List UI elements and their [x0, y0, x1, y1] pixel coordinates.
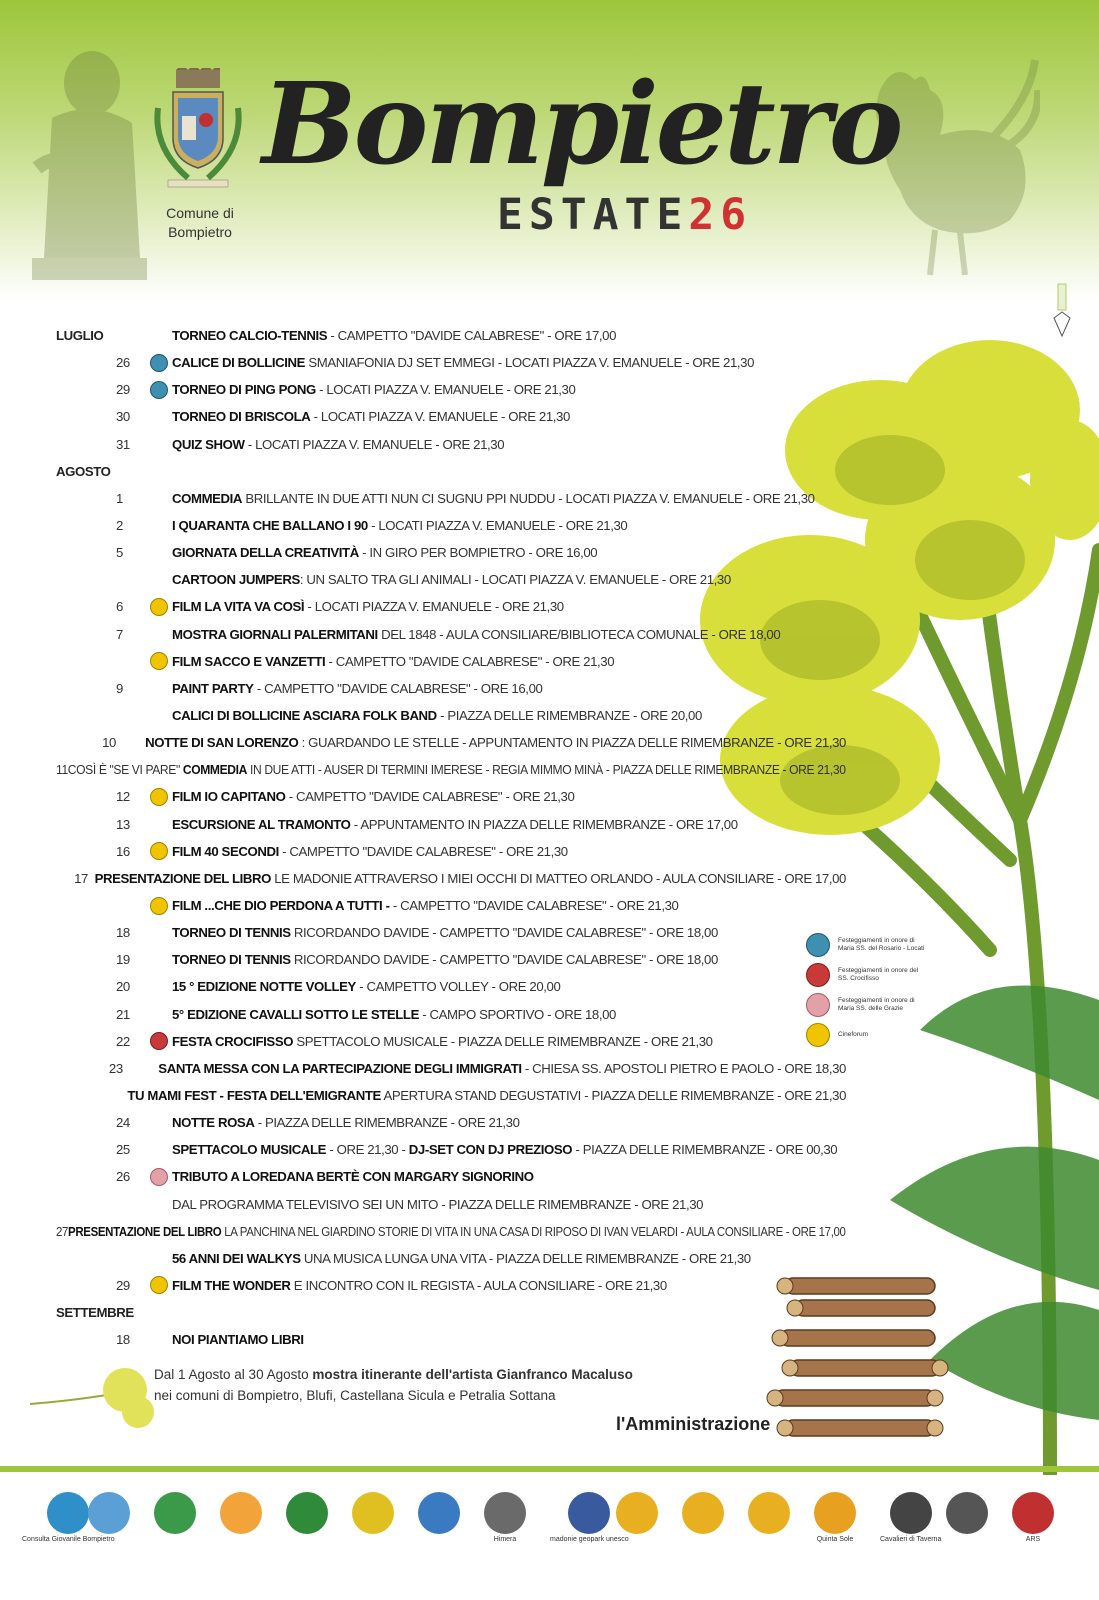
sponsor-logo	[682, 1492, 724, 1552]
sponsor-logo-icon	[890, 1492, 932, 1534]
event-name: FILM 40 SECONDI	[172, 843, 279, 859]
yellow-category-icon	[150, 788, 168, 806]
sponsor-logo-icon	[946, 1492, 988, 1534]
program-row	[56, 593, 846, 620]
event-name: CARTOON JUMPERS	[172, 572, 300, 588]
event-name: PRESENTAZIONE DEL LIBRO	[68, 1223, 222, 1239]
event-details: RICORDANDO DAVIDE - CAMPETTO "DAVIDE CALABRESE" - ORE 18,00	[290, 952, 718, 968]
mostra-line2: nei comuni di Bompietro, Blufi, Castellana Sicula e Petralia Sottana	[154, 1388, 556, 1403]
day-label: 24	[116, 1115, 130, 1131]
event-category-slot	[150, 1276, 172, 1294]
event-name: FILM THE WONDER	[172, 1277, 291, 1293]
legend-label: Cineforum	[838, 1031, 868, 1038]
yellow-category-icon	[150, 897, 168, 915]
day-label: 13	[116, 816, 130, 832]
event-name: TORNEO CALCIO-TENNIS	[172, 328, 328, 344]
event-details: UNA MUSICA LUNGA UNA VITA - PIAZZA DELLE RIMEMBRANZE - ORE 21,30	[300, 1250, 751, 1266]
program-row	[56, 973, 846, 1000]
event-text	[172, 817, 738, 832]
event-category-slot	[150, 354, 172, 372]
day-label: 26	[116, 355, 130, 371]
sponsor-caption: madonie geopark unesco	[550, 1536, 629, 1543]
event-text	[172, 1034, 713, 1049]
event-details: - CAMPETTO "DAVIDE CALABRESE" - ORE 16,00	[253, 680, 543, 696]
sponsor-caption: Cavalieri di Taverna	[880, 1536, 942, 1543]
day-label: 7	[116, 626, 123, 642]
sponsor-logo	[616, 1492, 658, 1552]
day-label: 21	[116, 1006, 130, 1022]
event-name: COMMEDIA	[182, 762, 248, 778]
event-details: - CAMPETTO "DAVIDE CALABRESE" - ORE 21,30	[278, 843, 568, 859]
sponsor-logo-icon	[88, 1492, 130, 1534]
event-details: - LOCATI PIAZZA V. EMANUELE - ORE 21,30	[304, 599, 564, 615]
event-name: TRIBUTO A LOREDANA BERTÈ CON MARGARY SIGNORINO	[172, 1169, 534, 1185]
event-text	[172, 599, 564, 614]
event-details: - LOCATI PIAZZA V. EMANUELE - ORE 21,30	[315, 382, 576, 398]
program-row	[56, 1082, 846, 1109]
program-row	[56, 1055, 846, 1082]
wooden-log-stack-icon	[765, 1270, 950, 1460]
day-label: 1	[116, 490, 123, 506]
sponsor-logo-icon	[220, 1492, 262, 1534]
event-text	[172, 898, 678, 913]
event-details: IN DUE ATTI - AUSER DI TERMINI IMERESE - REGIA MIMMO MINÀ - PIAZZA DELLE RIMEMBRANZE - ORE 21,30	[247, 762, 846, 778]
event-subtitle	[497, 190, 752, 240]
event-text	[172, 1169, 534, 1184]
day-label: 22	[116, 1033, 130, 1049]
event-text	[172, 1332, 304, 1347]
subtitle-year: 26	[688, 190, 753, 240]
sponsor-logo-icon	[616, 1492, 658, 1534]
event-text	[172, 328, 616, 343]
event-details: - PIAZZA DELLE RIMEMBRANZE - ORE 21,30	[254, 1115, 520, 1131]
event-text	[172, 654, 614, 669]
legend-label: Festeggiamenti in onore di Maria SS. del Rosario - Locati	[838, 937, 925, 952]
event-text	[172, 844, 568, 859]
event-details: - LOCATI PIAZZA V. EMANUELE - ORE 21,30	[244, 436, 505, 452]
event-name: TORNEO DI PING PONG	[172, 382, 316, 398]
program-row	[56, 919, 846, 946]
event-name: 56 ANNI DEI WALKYS	[172, 1250, 301, 1266]
event-text	[172, 708, 702, 723]
event-name: COMMEDIA	[172, 490, 243, 506]
comune-label	[140, 204, 260, 242]
sponsor-logo-icon	[568, 1492, 610, 1534]
month-label: LUGLIO	[56, 328, 104, 344]
day-label: 19	[116, 952, 130, 968]
event-details: - IN GIRO PER BOMPIETRO - ORE 16,00	[358, 545, 598, 561]
program-row	[56, 729, 846, 756]
day-label: 6	[116, 599, 123, 615]
day-label: 26	[116, 1169, 130, 1185]
blue-category-icon	[150, 354, 168, 372]
event-details: BRILLANTE IN DUE ATTI NUN CI SUGNU PPI NUDDU - LOCATI PIAZZA V. EMANUELE - ORE 21,30	[242, 490, 815, 506]
event-text	[172, 1197, 703, 1212]
blue-category-icon	[806, 933, 830, 957]
sponsor-logo	[418, 1492, 460, 1552]
event-text	[172, 572, 731, 587]
event-details: DAL PROGRAMMA TELEVISIVO SEI UN MITO - PIAZZA DELLE RIMEMBRANZE - ORE 21,30	[172, 1196, 704, 1212]
sponsor-logo-icon	[748, 1492, 790, 1534]
sponsor-logo	[1012, 1492, 1054, 1552]
event-details: - CAMPETTO VOLLEY - ORE 20,00	[355, 979, 561, 995]
event-name: 5° EDIZIONE CAVALLI SOTTO LE STELLE	[172, 1006, 419, 1022]
event-details: SPETTACOLO MUSICALE - PIAZZA DELLE RIMEMBRANZE - ORE 21,30	[293, 1033, 713, 1049]
header-banner	[0, 0, 1099, 300]
mostra-line1-bold: mostra itinerante dell'artista Gianfranco Macaluso	[312, 1367, 633, 1382]
event-category-slot	[150, 1032, 172, 1050]
event-category-slot	[150, 842, 172, 860]
sponsor-logo	[484, 1492, 526, 1552]
program-row	[56, 485, 846, 512]
event-name: PAINT PARTY	[172, 680, 254, 696]
event-category-slot	[150, 598, 172, 616]
event-category-slot	[150, 1168, 172, 1186]
program-row	[56, 702, 846, 729]
event-details: - CAMPETTO "DAVIDE CALABRESE" - ORE 21,30	[325, 653, 615, 669]
program-row	[56, 1272, 846, 1299]
red-category-icon	[806, 963, 830, 987]
sponsor-logo	[880, 1492, 941, 1552]
legend-item	[806, 960, 926, 990]
sponsor-logo	[154, 1492, 196, 1552]
sponsor-logo-icon	[484, 1492, 526, 1534]
event-text	[127, 1088, 846, 1103]
sponsor-logo	[286, 1492, 328, 1552]
program-row	[56, 756, 846, 783]
event-name-2: DJ-SET CON DJ PREZIOSO	[408, 1142, 573, 1158]
event-text	[172, 382, 575, 397]
event-name: ESCURSIONE AL TRAMONTO	[172, 816, 351, 832]
day-label: 10	[102, 735, 116, 751]
program-row	[56, 1191, 846, 1218]
day-label: 9	[116, 680, 123, 696]
yellow-category-icon	[150, 598, 168, 616]
blue-category-icon	[150, 381, 168, 399]
fennel-sprig-icon	[30, 1362, 160, 1440]
day-label: 30	[116, 409, 130, 425]
event-text	[172, 409, 570, 424]
event-details: - CAMPO SPORTIVO - ORE 18,00	[418, 1006, 616, 1022]
event-name: GIORNATA DELLA CREATIVITÀ	[172, 545, 359, 561]
comune-line-2: Bompietro	[168, 224, 232, 240]
icon-legend	[806, 930, 926, 1050]
event-name: FESTA CROCIFISSO	[172, 1033, 294, 1049]
event-name: I QUARANTA CHE BALLANO I 90	[172, 518, 368, 534]
event-name: NOI PIANTIAMO LIBRI	[172, 1332, 304, 1348]
event-title: Bompietro	[262, 59, 901, 190]
event-text	[172, 545, 597, 560]
yellow-category-icon	[150, 842, 168, 860]
program-row	[56, 675, 846, 702]
event-name: FILM SACCO E VANZETTI	[172, 653, 326, 669]
program-row	[56, 811, 846, 838]
sponsor-logo	[748, 1492, 790, 1552]
program-row	[56, 1001, 846, 1028]
event-category-slot	[150, 652, 172, 670]
event-category-slot	[150, 788, 172, 806]
sponsor-caption: Quinta Sole	[816, 1536, 854, 1543]
event-name: SPETTACOLO MUSICALE	[172, 1142, 327, 1158]
day-label: 12	[116, 789, 130, 805]
pink-category-icon	[806, 993, 830, 1017]
program-row	[56, 403, 846, 430]
event-name: PRESENTAZIONE DEL LIBRO	[94, 870, 271, 886]
event-details: - CAMPETTO "DAVIDE CALABRESE" - ORE 21,30	[285, 789, 575, 805]
legend-item	[806, 1020, 926, 1050]
sponsor-logo-icon	[682, 1492, 724, 1534]
event-details: LA PANCHINA NEL GIARDINO STORIE DI VITA IN UNA CASA DI RIPOSO DI IVAN VELARDI - AULA CONSILIARE - ORE 17,00	[221, 1223, 846, 1239]
event-pretext: COSÌ È "SE VI PARE"	[67, 762, 183, 778]
sponsor-logo-icon	[1012, 1492, 1054, 1534]
event-text	[158, 1061, 846, 1076]
sponsor-caption: Consulta Giovanile Bompietro	[22, 1536, 115, 1543]
event-name: TORNEO DI BRISCOLA	[172, 409, 311, 425]
program-row	[56, 512, 846, 539]
event-text	[172, 1251, 751, 1266]
program-row	[56, 322, 846, 349]
program-row	[56, 1109, 846, 1136]
yellow-category-icon	[150, 1276, 168, 1294]
legend-label: Festeggiamenti in onore del SS. Crocifisso	[838, 967, 919, 982]
sponsor-logo-icon	[814, 1492, 856, 1534]
event-text	[172, 979, 560, 994]
event-name: NOTTE ROSA	[172, 1115, 255, 1131]
program-row	[56, 539, 846, 566]
event-name: CALICI DI BOLLICINE ASCIARA FOLK BAND	[172, 708, 437, 724]
signature: l'Amministrazione	[616, 1414, 771, 1434]
day-label: 17	[74, 870, 88, 886]
event-details: LE MADONIE ATTRAVERSO I MIEI OCCHI DI MATTEO ORLANDO - AULA CONSILIARE - ORE 17,00	[270, 870, 846, 886]
event-text	[172, 1115, 520, 1130]
exhibition-notice	[154, 1364, 633, 1406]
day-label: 27	[56, 1223, 69, 1239]
day-label: 29	[116, 1277, 130, 1293]
event-text	[172, 437, 504, 452]
event-details: APERTURA STAND DEGUSTATIVI - PIAZZA DELLE RIMEMBRANZE - ORE 21,30	[380, 1088, 846, 1103]
day-label: 11	[56, 762, 68, 778]
event-category-slot	[150, 897, 172, 915]
event-details: E INCONTRO CON IL REGISTA - AULA CONSILIARE - ORE 21,30	[290, 1277, 667, 1293]
event-text	[145, 735, 846, 750]
legend-item	[806, 930, 926, 960]
month-label: AGOSTO	[56, 463, 111, 479]
sponsor-caption: Himera	[493, 1536, 517, 1543]
event-text	[68, 1224, 846, 1239]
event-details: - CHIESA SS. APOSTOLI PIETRO E PAOLO - ORE 18,30	[521, 1060, 846, 1076]
event-text	[172, 925, 718, 940]
event-name: SANTA MESSA CON LA PARTECIPAZIONE DEGLI IMMIGRATI	[158, 1060, 522, 1076]
program-row	[56, 946, 846, 973]
yellow-category-icon	[806, 1023, 830, 1047]
event-text	[68, 762, 846, 777]
event-details: SMANIAFONIA DJ SET EMMEGI - LOCATI PIAZZA V. EMANUELE - ORE 21,30	[305, 355, 755, 371]
event-details: : GUARDANDO LE STELLE - APPUNTAMENTO IN PIAZZA DELLE RIMEMBRANZE - ORE 21,30	[298, 735, 846, 751]
program-row	[56, 1299, 846, 1326]
event-name: CALICE DI BOLLICINE	[172, 355, 306, 371]
mostra-line1-pre: Dal 1 Agosto al 30 Agosto	[154, 1367, 313, 1382]
event-program	[56, 322, 846, 1353]
day-label: 18	[116, 1332, 130, 1348]
event-name: FILM ...CHE DIO PERDONA A TUTTI -	[172, 898, 390, 914]
event-text	[172, 1278, 667, 1293]
sponsor-logo-icon	[418, 1492, 460, 1534]
event-details: - CAMPETTO "DAVIDE CALABRESE" - ORE 17,00	[327, 328, 617, 344]
sponsor-logo	[946, 1492, 988, 1552]
event-text	[172, 355, 754, 370]
event-category-slot	[150, 381, 172, 399]
event-text	[172, 491, 815, 506]
program-row	[56, 648, 846, 675]
event-details: - CAMPETTO "DAVIDE CALABRESE" - ORE 21,30	[389, 898, 679, 914]
day-label: 5	[116, 545, 123, 561]
program-row	[56, 783, 846, 810]
legend-item	[806, 990, 926, 1020]
event-name: FILM LA VITA VA COSÌ	[172, 599, 305, 615]
program-row	[56, 865, 846, 892]
sponsor-logo	[220, 1492, 262, 1552]
program-row	[56, 838, 846, 865]
sponsor-logo-icon	[47, 1492, 89, 1534]
legend-label: Festeggiamenti in onore di Maria SS. delle Grazie	[838, 997, 915, 1012]
comune-line-1: Comune di	[166, 205, 234, 221]
day-label: 16	[116, 843, 130, 859]
day-label: 25	[116, 1142, 130, 1158]
program-row	[56, 621, 846, 648]
program-row	[56, 431, 846, 458]
event-text	[172, 1007, 616, 1022]
saint-statue-icon	[22, 28, 152, 283]
event-details: DEL 1848 - AULA CONSILIARE/BIBLIOTECA COMUNALE - ORE 18,00	[377, 626, 781, 642]
event-name: TORNEO DI TENNIS	[172, 925, 291, 941]
day-label: 20	[116, 979, 130, 995]
yellow-category-icon	[150, 652, 168, 670]
sponsor-logo	[88, 1492, 130, 1552]
event-name: TORNEO DI TENNIS	[172, 952, 291, 968]
event-name: QUIZ SHOW	[172, 436, 245, 452]
sponsor-logo-icon	[286, 1492, 328, 1534]
event-name: FILM IO CAPITANO	[172, 789, 286, 805]
event-text	[172, 789, 574, 804]
program-row	[56, 566, 846, 593]
event-details: - PIAZZA DELLE RIMEMBRANZE - ORE 20,00	[436, 708, 702, 724]
day-label: 2	[116, 518, 123, 534]
sponsor-caption: ARS	[1025, 1536, 1041, 1543]
program-row	[56, 376, 846, 403]
event-details: - APPUNTAMENTO IN PIAZZA DELLE RIMEMBRANZE - ORE 17,00	[350, 816, 738, 832]
event-text	[172, 627, 780, 642]
program-row	[56, 1163, 846, 1190]
event-text	[95, 871, 846, 886]
pink-category-icon	[150, 1168, 168, 1186]
footer-bar	[0, 1466, 1099, 1472]
event-details: RICORDANDO DAVIDE - CAMPETTO "DAVIDE CALABRESE" - ORE 18,00	[290, 925, 718, 941]
event-details: : UN SALTO TRA GLI ANIMALI - LOCATI PIAZZA V. EMANUELE - ORE 21,30	[299, 572, 731, 588]
sponsor-logo	[352, 1492, 394, 1552]
sponsor-strip	[0, 1478, 1099, 1600]
red-category-icon	[150, 1032, 168, 1050]
program-row	[56, 1326, 846, 1353]
day-label: 23	[108, 1060, 123, 1076]
municipal-crest-icon	[148, 68, 248, 198]
day-label: 29	[116, 382, 130, 398]
subtitle-word: ESTATE	[497, 190, 689, 240]
program-row	[56, 458, 846, 485]
event-text	[172, 681, 542, 696]
day-label: 31	[116, 436, 130, 452]
event-name: NOTTE DI SAN LORENZO	[145, 735, 299, 751]
program-row	[56, 349, 846, 376]
program-row	[56, 1028, 846, 1055]
event-details: - ORE 21,30 -	[326, 1142, 409, 1158]
program-row	[56, 1218, 846, 1245]
event-text	[172, 952, 718, 967]
program-row	[56, 892, 846, 919]
event-details-2: - PIAZZA DELLE RIMEMBRANZE - ORE 00,30	[572, 1142, 838, 1158]
event-name: 15 ° EDIZIONE NOTTE VOLLEY	[172, 979, 356, 995]
sponsor-logo-icon	[352, 1492, 394, 1534]
event-details: - LOCATI PIAZZA V. EMANUELE - ORE 21,30	[310, 409, 570, 425]
sponsor-logo	[814, 1492, 856, 1552]
program-row	[56, 1136, 846, 1163]
event-text	[172, 518, 627, 533]
event-name: TU MAMI FEST - FESTA DELL'EMIGRANTE	[127, 1088, 381, 1103]
event-details: - LOCATI PIAZZA V. EMANUELE - ORE 21,30	[367, 518, 628, 534]
program-row	[56, 1245, 846, 1272]
sponsor-logo-icon	[154, 1492, 196, 1534]
month-label: SETTEMBRE	[56, 1305, 134, 1321]
event-name: MOSTRA GIORNALI PALERMITANI	[172, 626, 378, 642]
event-text	[172, 1142, 837, 1157]
day-label: 18	[116, 925, 130, 941]
